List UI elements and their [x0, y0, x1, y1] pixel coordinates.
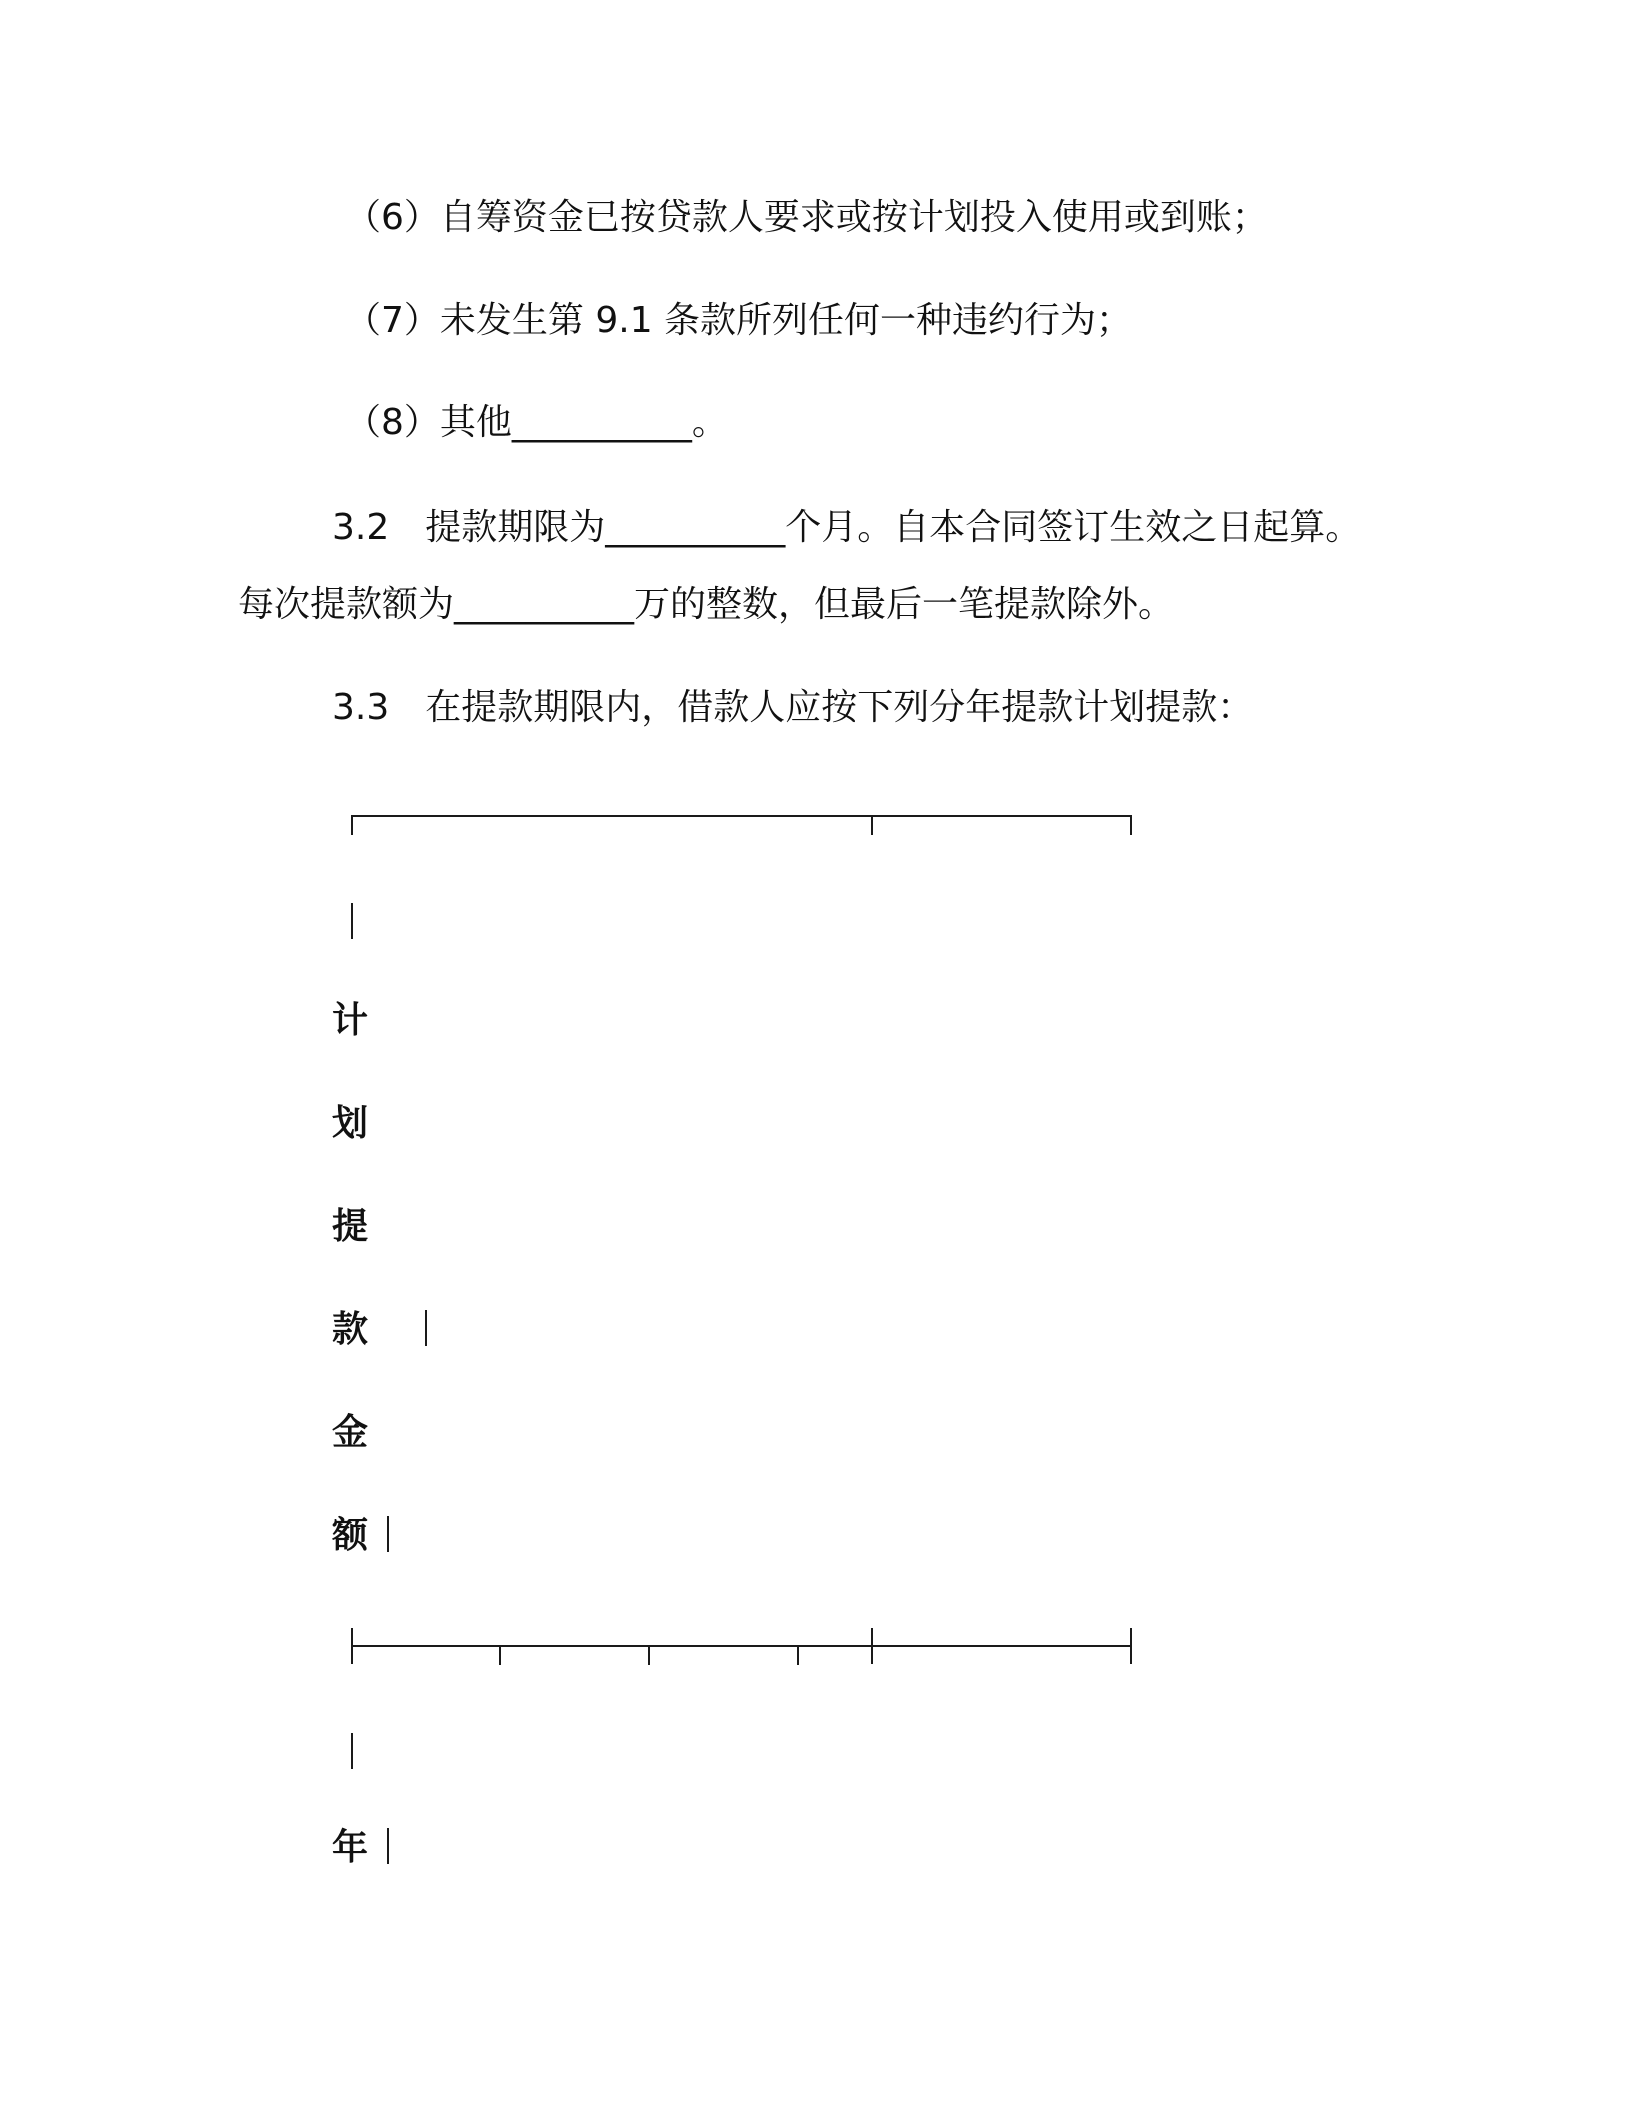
year-label: 年 — [332, 1827, 369, 1868]
table-tick — [1130, 1628, 1132, 1664]
amount-label-char: 额 — [332, 1515, 369, 1556]
table-cell-border — [387, 1516, 389, 1552]
clause-3-2-line-1: 3.2 提款期限为__________个月。自本合同签订生效之日起算。 — [332, 507, 1362, 548]
amount-label-char: 计 — [332, 1000, 369, 1041]
table-left-border — [351, 903, 353, 939]
clause-3-2-line-2: 每次提款额为__________万的整数，但最后一笔提款除外。 — [238, 584, 1175, 625]
clause-3-3-line-1: 3.3 在提款期限内，借款人应按下列分年提款计划提款： — [332, 687, 1254, 728]
amount-label-char: 款 — [332, 1309, 369, 1350]
table-cell-border — [425, 1310, 427, 1346]
table-cell-border — [387, 1828, 389, 1864]
table-tick — [871, 815, 873, 835]
amount-label-char: 提 — [332, 1206, 369, 1247]
table-tick — [499, 1645, 501, 1665]
table-left-border — [351, 1733, 353, 1769]
table-middle-border — [351, 1645, 1132, 1647]
table-tick — [351, 1628, 353, 1664]
table-tick — [648, 1645, 650, 1665]
condition-item-6: （6）自筹资金已按贷款人要求或按计划投入使用或到账； — [345, 197, 1268, 238]
table-tick — [797, 1645, 799, 1665]
table-top-border — [351, 815, 1132, 817]
table-tick — [871, 1628, 873, 1664]
condition-item-8: （8）其他__________。 — [345, 402, 728, 443]
table-tick — [1130, 815, 1132, 835]
amount-label-char: 划 — [332, 1103, 369, 1144]
condition-item-7: （7）未发生第 9.1 条款所列任何一种违约行为； — [345, 300, 1133, 341]
amount-label-char: 金 — [332, 1412, 369, 1453]
table-tick — [351, 815, 353, 835]
